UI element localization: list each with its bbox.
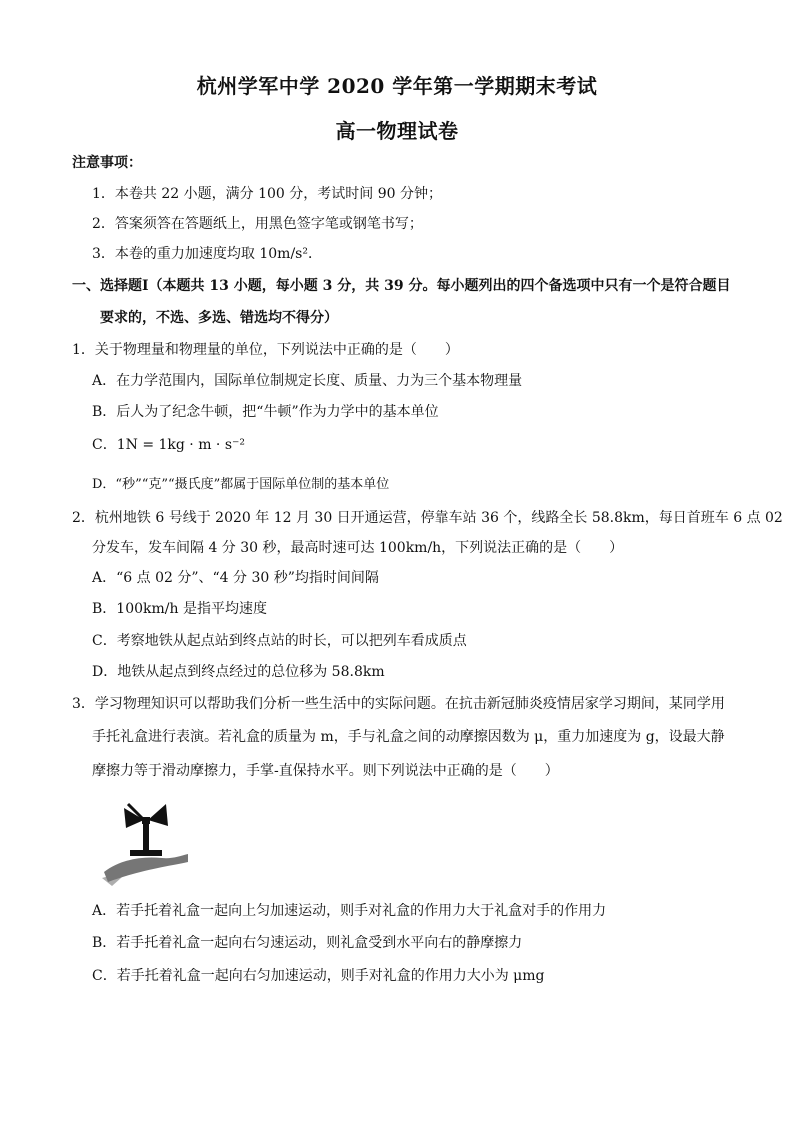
question-2-stem-continued: 分发车，发车间隔 4 分 30 秒，最高时速可达 100km/h，下列说法正确的是（ ） [92,540,624,556]
gift-box-on-hand-figure [100,790,190,890]
notice-item: 1．本卷共 22 小题，满分 100 分，考试时间 90 分钟； [92,186,442,202]
notice-item: 2．答案须答在答题纸上，用黑色签字笔或钢笔书写； [92,216,423,232]
question-2-option-c: C．考察地铁从起点站到终点站的时长，可以把列车看成质点 [92,633,467,649]
question-1-option-a: A．在力学范围内，国际单位制规定长度、质量、力为三个基本物理量 [92,373,523,389]
question-3-option-c: C．若手托着礼盒一起向右匀加速运动，则手对礼盒的作用力大小为 μmg [92,968,545,984]
question-1-option-c: C．1N = 1kg · m · s⁻² [92,437,246,453]
question-3-option-a: A．若手托着礼盒一起向上匀加速运动，则手对礼盒的作用力大于礼盒对手的作用力 [92,903,607,919]
question-3-option-b: B．若手托着礼盒一起向右匀速运动，则礼盒受到水平向右的静摩擦力 [92,935,523,951]
question-2-option-a: A．“6 点 02 分”、“4 分 30 秒”均指时间间隔 [92,570,379,586]
notice-heading: 注意事项： [72,155,142,171]
question-2-option-d: D．地铁从起点到终点经过的总位移为 58.8km [92,664,385,680]
question-2-option-b: B．100km/h 是指平均速度 [92,601,267,617]
question-1-stem: 1．关于物理量和物理量的单位，下列说法中正确的是（ ） [72,342,459,358]
question-2-stem: 2．杭州地铁 6 号线于 2020 年 12 月 30 日开通运营，停靠车站 36 个，线路全长 58.8km，每日首班车 6 点 02 [72,510,783,526]
question-3-stem: 3．学习物理知识可以帮助我们分析一些生活中的实际问题。在抗击新冠肺炎疫情居家学习期间，某同学用 [72,696,725,712]
section-heading: 一、选择题Ⅰ（本题共 13 小题，每小题 3 分，共 39 分。每小题列出的四个备选项中只有一个是符合题目 [72,278,731,294]
section-heading-continued: 要求的，不选、多选、错选均不得分） [100,310,338,326]
exam-subtitle: 高一物理试卷 [335,119,459,143]
question-1-option-b: B．后人为了纪念牛顿，把“牛顿”作为力学中的基本单位 [92,404,439,420]
notice-item: 3．本卷的重力加速度均取 10m/s²． [92,246,322,262]
question-1-option-d: D．“秒”“克”“摄氏度”都属于国际单位制的基本单位 [92,477,390,492]
exam-title: 杭州学军中学 2020 学年第一学期期末考试 [196,74,598,98]
question-3-stem-continued: 手托礼盒进行表演。若礼盒的质量为 m，手与礼盒之间的动摩擦因数为 μ，重力加速度为 g，设最大静 [92,729,725,745]
question-3-stem-continued: 摩擦力等于滑动摩擦力，手掌-直保持水平。则下列说法中正确的是（ ） [92,763,559,779]
